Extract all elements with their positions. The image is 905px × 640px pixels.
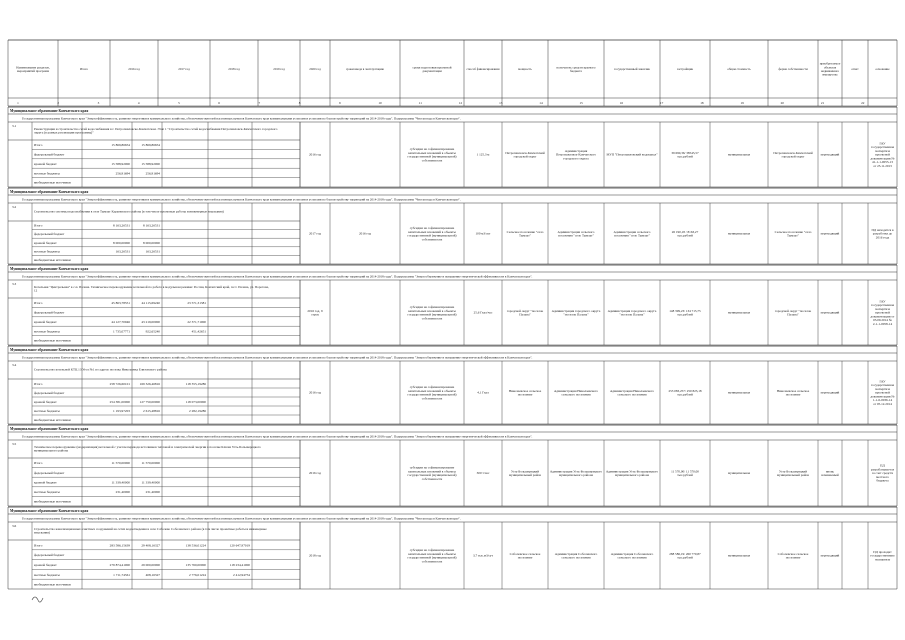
- finance-row-label: местные бюджеты: [34, 408, 60, 413]
- item-number: 3.6: [12, 524, 17, 528]
- finance-value: 11 570,00000: [141, 461, 160, 466]
- program-title: Государственная программа Камчатского края "Энергоэффективность, развитие энергетики и коммунального хозяйства, обеспечение жителей населенных пунктов Камчатского края коммунальными услугами и услугами по благоустройству территорий на 2014-2018 годы". Подпрограмма "Энергосбережение и повышение энергетической эффективности в Камчатском крае".: [22, 355, 533, 360]
- program-title: Государственная программа Камчатского края "Энергоэффективность, развитие энергетики и коммунального хозяйства, обеспечение жителей населенных пунктов Камчатского края коммунальными услугами и услугами по благоустройству территорий на 2014-2018 годы". Подпрограмма "Энергосбережение и повышение энергетической эффективности в Камчатском крае".: [22, 274, 533, 279]
- column-header: мощность: [518, 67, 532, 72]
- finance-value: 11 570,00000: [111, 461, 130, 466]
- item-title: Строительство котельной КТЦ 13 Угол №1 по адресу поселка Николаевка Елизовского района: [34, 367, 167, 372]
- column-header: 2018 год: [228, 67, 240, 72]
- column-header: 2017 год: [178, 67, 190, 72]
- finance-row-label: местные бюджеты: [34, 329, 60, 334]
- item-number: 3.1: [12, 124, 17, 128]
- finance-value: 254 381,00000: [109, 399, 130, 404]
- column-header: 2019 год: [273, 67, 285, 72]
- recipient-name: Сельское поселение "село Тымлат": [506, 229, 544, 238]
- customer-name: Администрация городского округа "поселок Палана": [551, 308, 601, 317]
- capacity-value: 1 125,3 м: [476, 152, 490, 157]
- recipient-name: Николаевское сельское поселение: [508, 388, 542, 397]
- column-number-label: 10: [378, 101, 382, 105]
- finance-value: 11 339,40000: [111, 480, 130, 485]
- commission-year: 2016 год: [309, 471, 321, 476]
- column-number-label: 19: [740, 101, 744, 105]
- finance-value: 1 711,74561: [113, 572, 130, 577]
- column-number-label: 1: [17, 101, 19, 105]
- column-header: 2020 год: [309, 67, 321, 72]
- item-number: 3.5: [12, 442, 17, 446]
- builder-name: Администрация Усть-Большерецкого муниципального района: [605, 469, 659, 478]
- finance-value: 2 615,48816: [143, 408, 160, 413]
- total-cost: 26 190,18 / 8163,27 тыс.рублей: [671, 229, 699, 238]
- finance-row-label: внебюджетные источники: [34, 417, 71, 422]
- finance-value: 256,91694: [115, 171, 130, 176]
- finance-row-label: Итого: [34, 143, 43, 148]
- finance-row-label: краевой бюджет: [34, 480, 57, 485]
- finance-row-label: федеральный бюджет: [34, 152, 65, 157]
- column-header: сроки ввода в эксплуатацию: [345, 67, 385, 72]
- finance-value: 408,16327: [145, 572, 160, 577]
- builder-name: Администрация сельского поселения "село Тымлат": [613, 229, 651, 238]
- recipient-name: Усть-Большерецкий муниципальный район: [508, 469, 542, 478]
- recipient-name: Петропавловск-Камчатский городской округ: [505, 150, 545, 159]
- column-number-label: 15: [579, 101, 583, 105]
- item-number: 3.2: [12, 205, 17, 209]
- finance-row-label: краевой бюджет: [34, 562, 57, 567]
- total-cost: 253 083,257/ 250 823,18 тыс.рублей: [668, 388, 702, 397]
- finance-value: 118 073,00000: [185, 399, 206, 404]
- column-header: государственный заказчик: [614, 67, 650, 72]
- finance-value: 8 000,00000: [143, 240, 160, 245]
- column-number-label: 13: [499, 101, 503, 105]
- finance-value: 8 000,00000: [113, 240, 130, 245]
- program-title: Государственная программа Камчатского края "Энергоэффективность, развитие энергетики и коммунального хозяйства, обеспечение жителей населенных пунктов Камчатского края коммунальными услугами и услугами по благоустройству территорий на 2014-2018 годы". Подпрограмма "Чистая вода в Камчатском крае".: [22, 197, 461, 202]
- finance-value: 163,26531: [145, 249, 160, 254]
- commission-year: 2017 год: [309, 231, 321, 236]
- status-note: переходящий: [820, 310, 840, 315]
- column-number-label: 3: [97, 101, 100, 105]
- finance-value: 22 371,71000: [187, 319, 206, 324]
- column-number-label: 21: [820, 101, 825, 105]
- basis-document: ГАУ государственная экспертиза проектной документации № 41-1-1-0055-13 от 25.11.2013: [870, 141, 895, 169]
- municipality-heading: Муниципальное образование Камчатского края: [10, 190, 89, 194]
- finance-row-label: внебюджетные источники: [34, 582, 71, 587]
- ownership-form: муниципальная: [728, 471, 750, 476]
- property-object: Николаевское сельское поселение: [776, 388, 810, 397]
- basis-document: ПД находится в разработке до 2016 года: [871, 227, 894, 240]
- recipient-name: Соболевское сельское поселение: [509, 551, 541, 560]
- finance-row-label: федеральный бюджет: [34, 470, 65, 475]
- customer-name: Администрация сельского поселения "село Тымлат": [557, 229, 595, 238]
- column-header: ответ: [851, 67, 859, 72]
- finance-row-label: Итого: [34, 223, 43, 228]
- item-title: Строительство канализационных очистных сооружений на сетях водоотведения в селе Соболево Соболевского района (в том числе проектные работы и инженерные изыскания): [34, 526, 267, 535]
- item-title: Котельная "Центральная" в с.п. Палана. Техническое перевооружение котельной по работе в модульном режиме: Россия, Камчатский край, п.г.т. Палана, ул. Поротова, 12: [34, 284, 269, 293]
- finance-row-label: Итого: [34, 381, 43, 386]
- municipality-heading: Муниципальное образование Камчатского края: [10, 509, 89, 513]
- funding-method: субсидии на софинансирование капитальных вложений в объекты государственной (муниципальной) собственности: [407, 547, 457, 564]
- finance-value: 138 536,01224: [185, 543, 206, 548]
- property-object: Усть-Большерецкий муниципальный район: [776, 469, 810, 478]
- finance-row-label: федеральный бюджет: [34, 553, 65, 558]
- finance-value: 2 412,94754: [233, 572, 250, 577]
- recipient-name: городской округ "поселок Палана": [506, 308, 544, 317]
- municipality-heading: Муниципальное образование Камчатского края: [10, 109, 89, 113]
- finance-value: 283 586,15639: [109, 543, 130, 548]
- finance-row-label: краевой бюджет: [34, 161, 57, 166]
- column-header: основание: [875, 67, 890, 72]
- finance-value: 15 588,92000: [141, 161, 160, 166]
- design-year: 2016 год: [359, 231, 371, 236]
- total-cost: 11 570,00/ 11 570,00 тыс.рублей: [671, 469, 699, 478]
- finance-value: 8 163,26531: [113, 223, 130, 228]
- finance-row-label: местные бюджеты: [34, 171, 60, 176]
- finance-row-label: местные бюджеты: [34, 249, 60, 254]
- funding-method: субсидии на софинансирование капитальных вложений в объекты государственной (муниципальной) собственности: [407, 465, 457, 481]
- column-number-label: 6: [218, 101, 220, 105]
- finance-value: 451,42651: [191, 329, 206, 334]
- basis-document: ГАУ государственная экспертиза проектной документации от 03.09.2014 № 2-1-1-0058-14: [870, 299, 895, 327]
- municipality-heading: Муниципальное образование Камчатского края: [10, 267, 89, 271]
- column-number-label: 7: [258, 101, 261, 105]
- finance-row-label: внебюджетные источники: [34, 257, 71, 262]
- finance-value: 15 588,92000: [111, 161, 130, 166]
- item-title: Строительство системы водоснабжения в селе Тымлат Карагинского района (в том числе проектные работы и инженерные изыскания): [34, 209, 224, 214]
- finance-value: 23 571,31381: [187, 301, 206, 306]
- column-number-label: 16: [619, 101, 624, 105]
- total-cost: 39 690,36/ 38545,57 тыс.рублей: [671, 150, 699, 159]
- finance-value: 15 869,86654: [141, 143, 160, 148]
- column-header: Наименование разделов, мероприятий программ: [16, 65, 50, 73]
- finance-value: 29 000,00000: [141, 562, 160, 567]
- builder-name: Администрация Николаевского сельского поселения: [609, 388, 655, 397]
- ownership-form: муниципальная: [728, 390, 750, 395]
- finance-value: 44 115,69240: [141, 301, 160, 306]
- basis-document: ПД разрабатывается за счет средств местного бюджета: [870, 463, 895, 483]
- capacity-value: 100 м3/сут: [475, 231, 491, 236]
- column-number-label: 12: [458, 101, 463, 105]
- finance-value: 231,40000: [115, 490, 130, 495]
- finance-value: 1 193,97203: [113, 408, 130, 413]
- column-number-label: 8: [298, 101, 301, 105]
- finance-row-label: внебюджетные источники: [34, 338, 71, 343]
- program-title: Государственная программа Камчатского края "Энергоэффективность, развитие энергетики и коммунального хозяйства, обеспечение жителей населенных пунктов Камчатского края коммунальными услугами и услугами по благоустройству территорий на 2014-2018 годы". Подпрограмма "Энергосбережение и повышение энергетической эффективности в Камчатском крае".: [22, 434, 533, 439]
- capacity-value: 3,7 тыс.м3/сут: [472, 553, 494, 558]
- customer-name: Администрация Петропавловск-Камчатского городского округа: [555, 148, 597, 161]
- finance-value: 2 282,19286: [189, 408, 206, 413]
- commission-year: 2018 год: [309, 553, 321, 558]
- basis-document: ПД проходит государственную экспертизу: [870, 549, 895, 562]
- property-object: Петропавловск-Камчатский городской округ: [773, 150, 813, 159]
- finance-value: 44 127,70946: [111, 319, 130, 324]
- column-header: застройщик: [676, 67, 694, 72]
- item-number: 3.4: [12, 363, 17, 367]
- builder-name: Администрация городского округа "поселок Палана": [607, 308, 657, 317]
- finance-value: 2 776,01224: [189, 572, 206, 577]
- finance-row-label: внебюджетные источники: [34, 499, 71, 504]
- pen-mark: [32, 597, 43, 602]
- funding-method: субсидии на софинансирование капитальных вложений в объекты государственной (муниципальной) собственности: [407, 146, 457, 163]
- column-number-label: 22: [861, 101, 865, 105]
- column-header: 2016 год: [128, 67, 140, 72]
- finance-row-label: федеральный бюджет: [34, 232, 65, 237]
- finance-value: 120 647,97019: [229, 543, 250, 548]
- municipality-heading: Муниципальное образование Камчатского края: [10, 427, 89, 431]
- finance-row-label: краевой бюджет: [34, 399, 57, 404]
- customer-name: Администрация Соболевского сельского поселения: [554, 551, 598, 560]
- customer-name: Администрация Усть-Большерецкого муниципального района: [549, 469, 603, 478]
- column-number-label: 5: [178, 101, 180, 105]
- commission-year: 2016 год: [309, 390, 321, 395]
- commission-year: 2016 год, 9 строк: [307, 308, 323, 317]
- status-note: переходящий: [820, 152, 840, 157]
- column-number-label: 9: [338, 101, 341, 105]
- program-title: Государственная программа Камчатского края "Энергоэффективность, развитие энергетики и коммунального хозяйства, обеспечение жителей населенных пунктов Камчатского края коммунальными услугами и услугами по благоустройству территорий на 2014-2018 годы". Подпрограмма "Чистая вода в Камчатском крае".: [22, 116, 461, 121]
- customer-name: Администрация Николаевского сельского поселения: [553, 388, 599, 397]
- finance-value: 169 326,46816: [139, 381, 160, 386]
- item-title: Реконструкция и строительство сетей водоснабжения в г. Петропавловске-Камчатском. Этап 1 "Строительство сетей водоснабжения Петропавловск-Камчатского городского округа (в рамках реализации программы)": [34, 126, 278, 135]
- finance-row-label: краевой бюджет: [34, 240, 57, 245]
- item-title: Техническое перевооружение (модернизация) котельной с учетом перевода источников тепловой и электрической энергии в поселке Ключи Усть-Большерецкого муниципального района: [34, 444, 261, 453]
- column-number-label: 20: [780, 101, 784, 105]
- finance-row-label: Итого: [34, 543, 43, 548]
- finance-value: 256,91694: [145, 171, 160, 176]
- column-number-label: 14: [539, 101, 543, 105]
- total-cost: 148 399,23/ 134 715,75 тыс.рублей: [669, 308, 701, 317]
- property-object: Сельское поселение "село Тымлат": [774, 229, 812, 238]
- funding-method: субсидии на софинансирование капитальных вложений в объекты государственной (муниципальной) собственности: [407, 225, 457, 242]
- finance-value: 1 735,07771: [113, 329, 130, 334]
- finance-row-label: Итого: [34, 461, 43, 466]
- finance-value: 43 219,00000: [141, 319, 160, 324]
- column-header: сроки подготовки проектной документации: [412, 65, 452, 73]
- column-number-label: 4: [137, 101, 140, 105]
- column-header: общая стоимость: [727, 67, 751, 72]
- finance-value: 163,26531: [115, 249, 130, 254]
- finance-value: 258 726,60101: [109, 381, 130, 386]
- finance-row-label: федеральный бюджет: [34, 310, 65, 315]
- finance-value: 15 869,86654: [111, 143, 130, 148]
- finance-value: 118 355,19286: [185, 381, 206, 386]
- builder-name: МУП "Петропавловский водоканал": [606, 152, 658, 157]
- column-number-label: 2: [57, 101, 60, 105]
- basis-document: ГАУ государственная экспертиза проектной документации № 1-1-6-0036-14 от 05.12.2014: [870, 379, 895, 407]
- finance-value: 135 760,00000: [185, 562, 206, 567]
- commission-year: 2016 год: [309, 152, 321, 157]
- finance-value: 45 863,78551: [111, 301, 130, 306]
- finance-row-label: местные бюджеты: [34, 572, 60, 577]
- finance-value: 11 339,40000: [141, 480, 160, 485]
- column-header: приобретаемое объектов недвижимого имущества: [819, 61, 841, 77]
- total-cost: 288 586,19/ 260 770,87 тыс.рублей: [669, 551, 701, 560]
- status-note: вновь начинаемый: [821, 469, 839, 478]
- finance-value: 29 408,16327: [141, 543, 160, 548]
- column-number-label: 18: [700, 101, 704, 105]
- finance-value: 118 234,41000: [229, 562, 250, 567]
- finance-value: 8 163,26531: [143, 223, 160, 228]
- column-header: Итого: [79, 67, 89, 72]
- item-number: 3.3: [12, 282, 17, 286]
- capacity-value: 25,6 Гкал/час: [473, 310, 493, 315]
- column-number-label: 17: [659, 101, 664, 105]
- status-note: переходящий: [820, 390, 840, 395]
- property-object: Соболевское сельское поселение: [777, 551, 809, 560]
- ownership-form: муниципальная: [728, 553, 750, 558]
- status-note: переходящий: [820, 553, 840, 558]
- column-header: получатель средств краевого бюджета: [556, 65, 596, 73]
- funding-method: субсидии на софинансирование капитальных вложений в объекты государственной (муниципальной) собственности: [407, 304, 457, 321]
- column-header: способ финансирования: [466, 67, 500, 72]
- municipality-heading: Муниципальное образование Камчатского края: [10, 348, 89, 352]
- finance-value: 922,65240: [145, 329, 160, 334]
- finance-row-label: федеральный бюджет: [34, 390, 65, 395]
- column-header: форма собственности: [778, 67, 808, 72]
- property-object: городской округ "поселок Палана": [774, 308, 812, 317]
- capacity-value: 300 т/час: [476, 471, 490, 476]
- finance-value: 231,40000: [145, 490, 160, 495]
- column-number-label: 11: [418, 101, 422, 105]
- finance-value: 279 874,41000: [109, 562, 130, 567]
- builder-name: Администрация Соболевского сельского поселения: [610, 551, 654, 560]
- funding-method: субсидии на софинансирование капитальных вложений в объекты государственной (муниципальной) собственности: [407, 384, 457, 401]
- finance-row-label: краевой бюджет: [34, 319, 57, 324]
- ownership-form: муниципальная: [728, 310, 750, 315]
- finance-row-label: Итого: [34, 301, 43, 306]
- finance-value: 127 750,00000: [139, 399, 160, 404]
- program-title: Государственная программа Камчатского края "Энергоэффективность, развитие энергетики и коммунального хозяйства, обеспечение жителей населенных пунктов Камчатского края коммунальными услугами и услугами по благоустройству территорий на 2014-2018 годы". Подпрограмма "Чистая вода в Камчатском крае".: [22, 516, 461, 521]
- ownership-form: муниципальная: [728, 152, 750, 157]
- status-note: переходящий: [820, 231, 840, 236]
- capacity-value: 4,1 Гкал: [477, 390, 489, 395]
- finance-row-label: местные бюджеты: [34, 490, 60, 495]
- finance-row-label: внебюджетные источники: [34, 180, 71, 185]
- ownership-form: муниципальная: [728, 231, 750, 236]
